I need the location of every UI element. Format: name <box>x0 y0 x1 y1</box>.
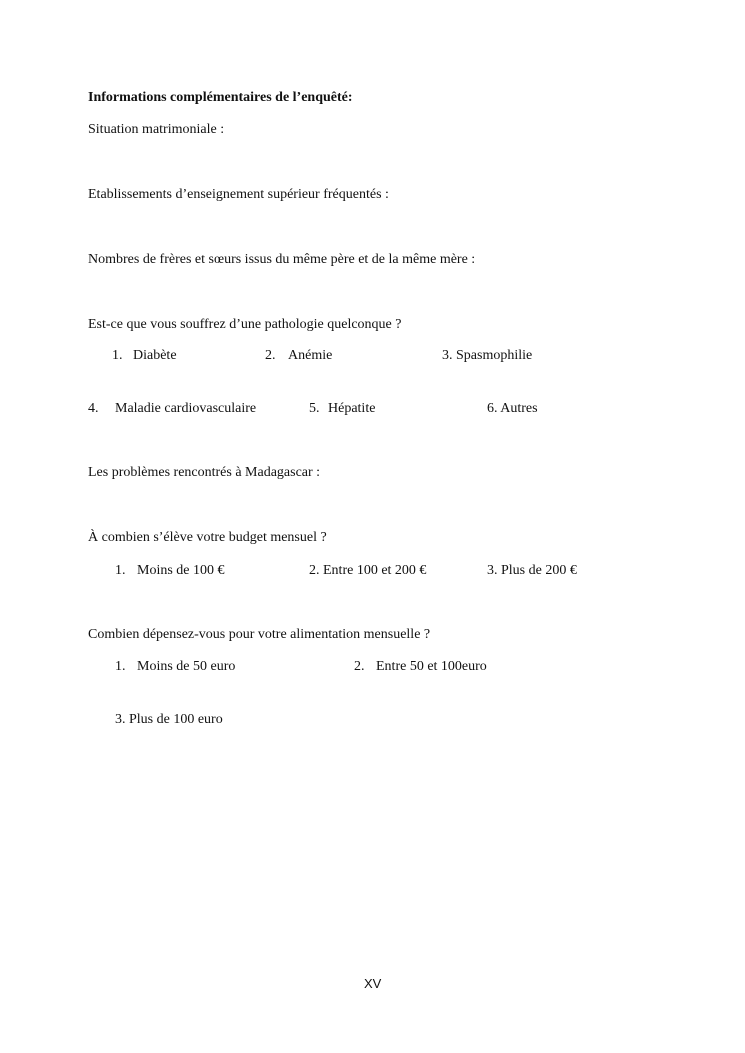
option-number: 1. <box>115 563 126 578</box>
question-schools: Etablissements d’enseignement supérieur fréquentés : <box>88 187 389 202</box>
question-problems: Les problèmes rencontrés à Madagascar : <box>88 465 321 480</box>
option-budget-100-200: 2. Entre 100 et 200 € <box>309 563 427 578</box>
option-number: 1. <box>115 659 126 674</box>
option-anemie: Anémie <box>288 348 333 363</box>
option-autres: 6. Autres <box>487 401 538 416</box>
question-marital-status: Situation matrimoniale : <box>88 122 225 137</box>
option-number: 2. <box>265 348 276 363</box>
option-diabete: Diabète <box>133 348 177 363</box>
option-budget-over-200: 3. Plus de 200 € <box>487 563 577 578</box>
question-food: Combien dépensez-vous pour votre alimentation mensuelle ? <box>88 627 431 642</box>
option-food-over-100: 3. Plus de 100 euro <box>115 712 223 727</box>
option-food-50-100: Entre 50 et 100euro <box>376 659 487 674</box>
option-number: 2. <box>354 659 365 674</box>
question-siblings: Nombres de frères et sœurs issus du même père et de la même mère : <box>88 252 476 267</box>
option-spasmophilie: 3. Spasmophilie <box>442 348 533 363</box>
option-maladie-cardiovasculaire: Maladie cardiovasculaire <box>115 401 257 416</box>
question-budget: À combien s’élève votre budget mensuel ? <box>88 530 327 545</box>
option-hepatite: Hépatite <box>328 401 376 416</box>
option-food-under-50: Moins de 50 euro <box>137 659 236 674</box>
option-budget-under-100: Moins de 100 € <box>137 563 225 578</box>
section-heading: Informations complémentaires de l’enquêté: <box>88 90 353 105</box>
question-pathology: Est-ce que vous souffrez d’une pathologie quelconque ? <box>88 317 402 332</box>
option-number: 4. <box>88 401 99 416</box>
page-number: XV <box>364 976 382 991</box>
option-number: 5. <box>309 401 320 416</box>
option-number: 1. <box>112 348 123 363</box>
